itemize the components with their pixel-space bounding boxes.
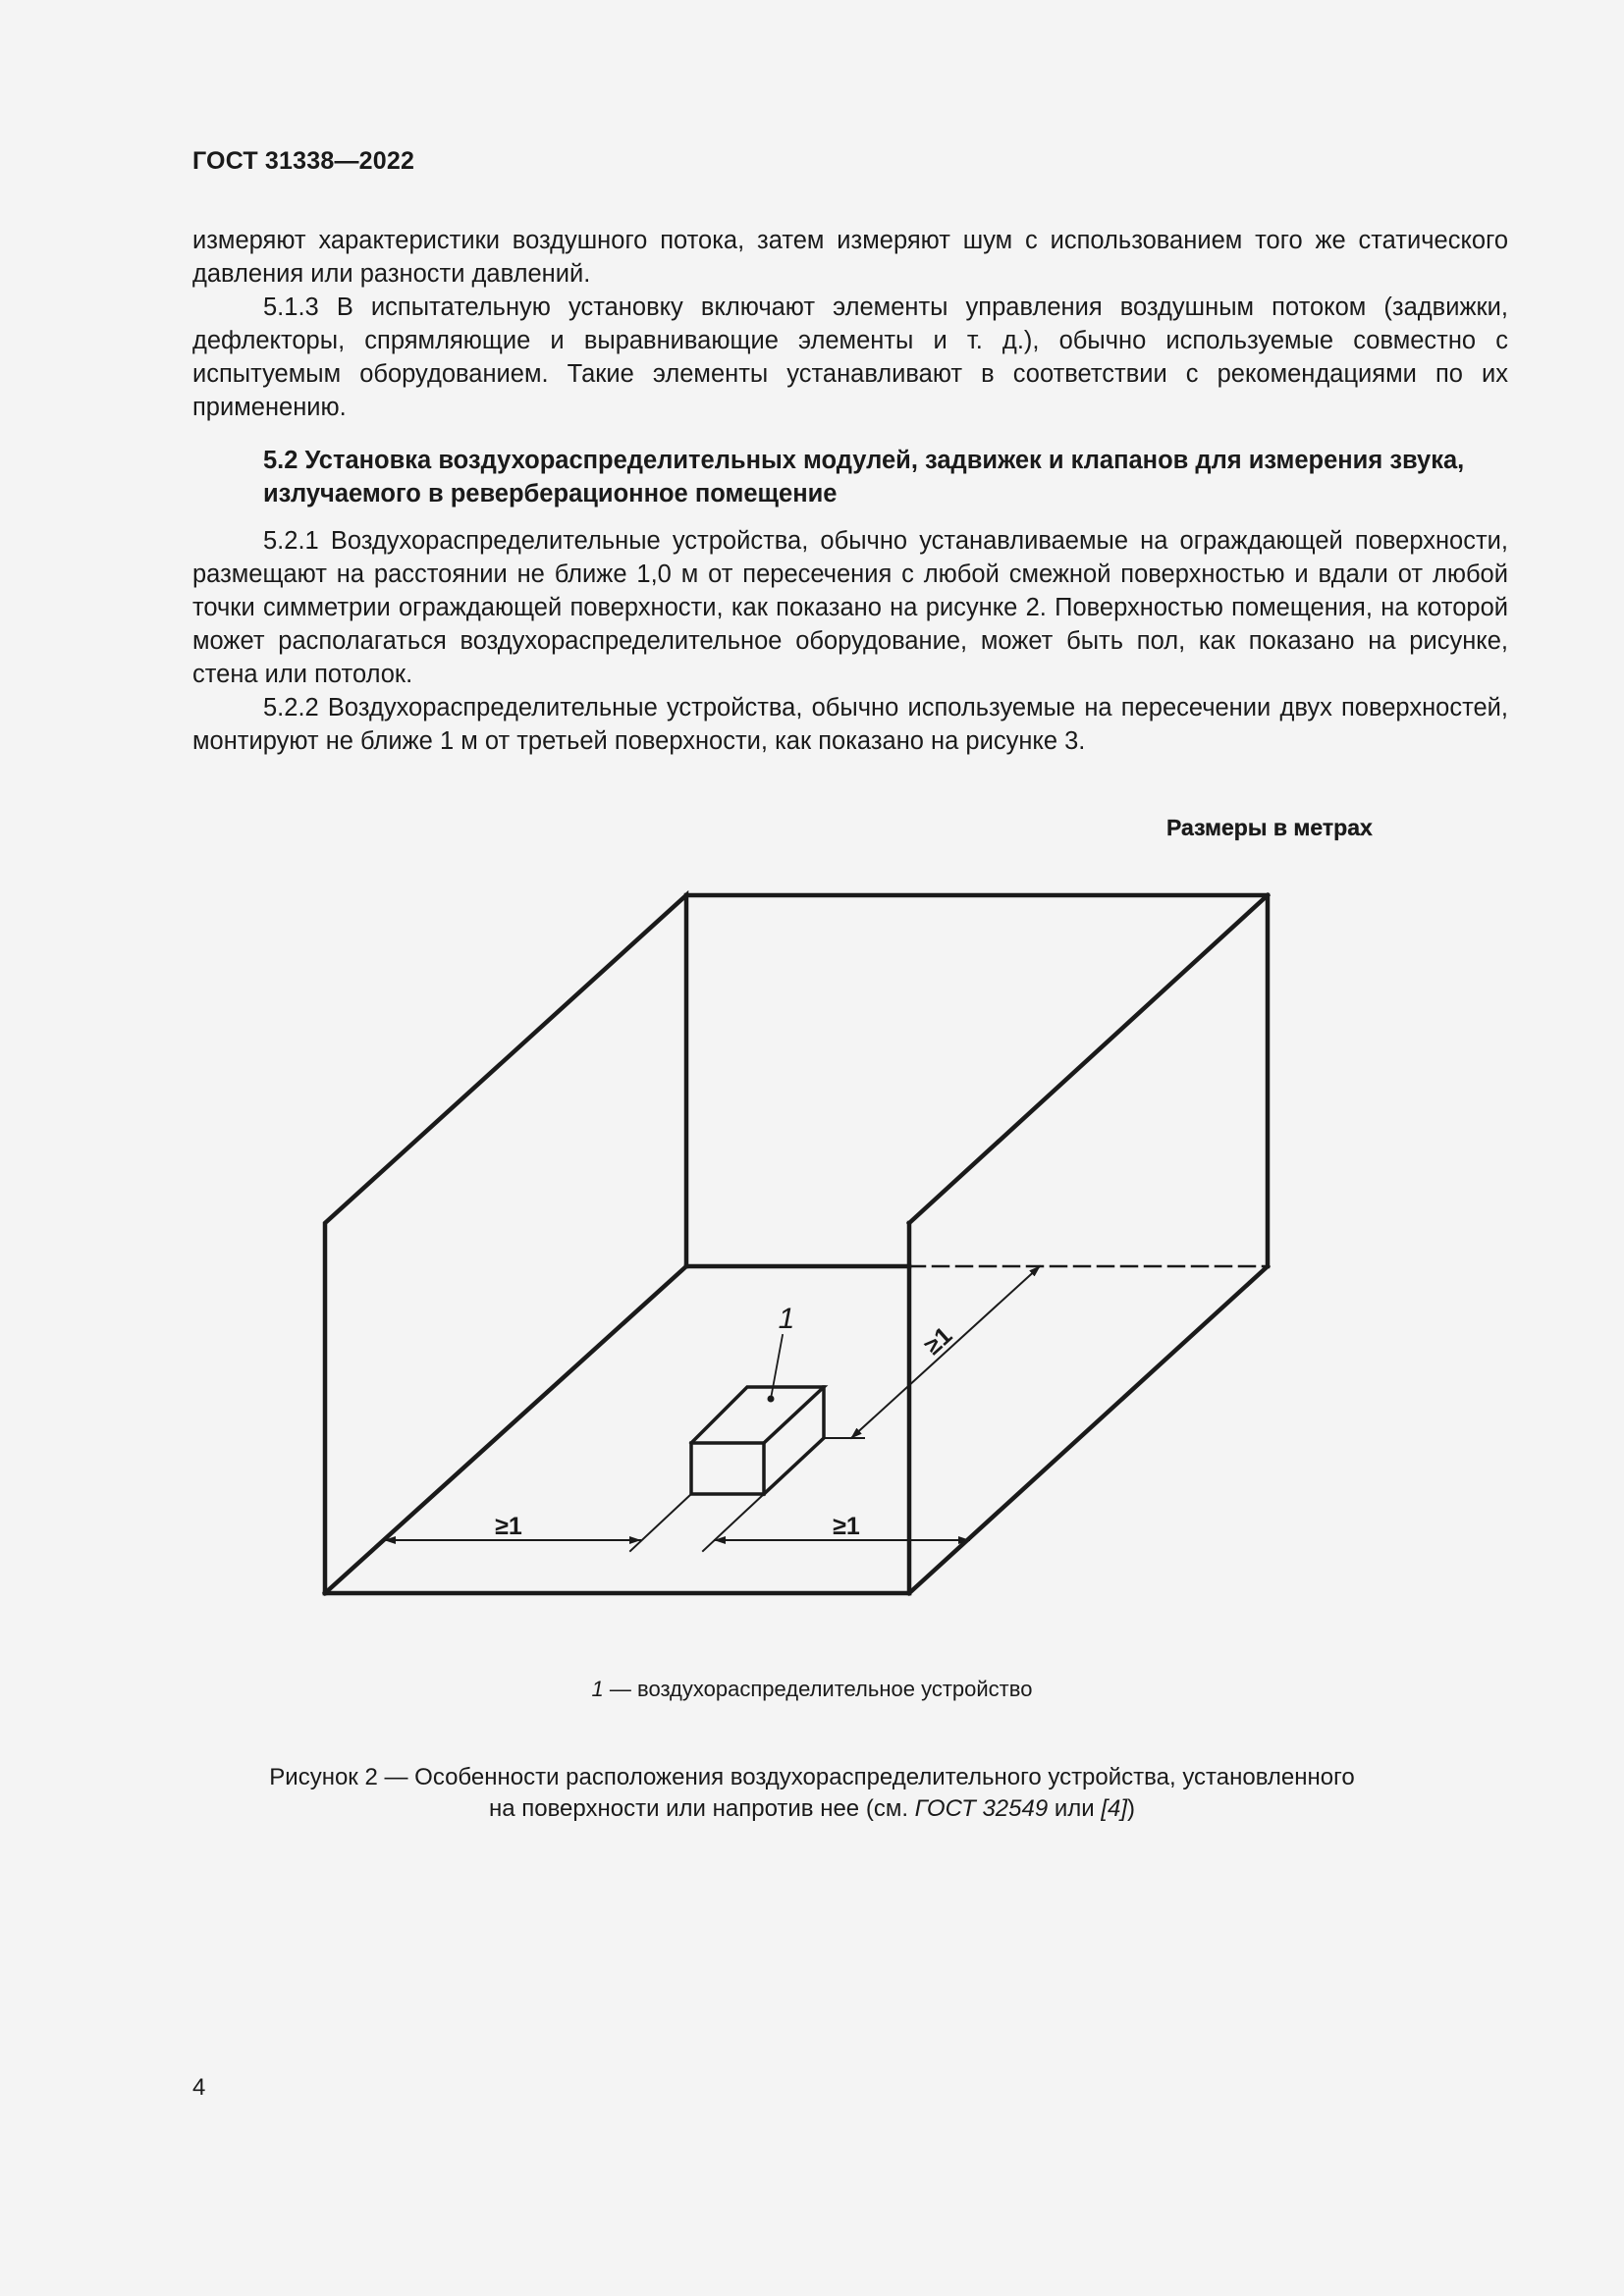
paragraph-5-1-3: 5.1.3 В испытательную установку включают элементы управления воздушным потоком (задвижки, дефлекторы, спрямляющие и выравнивающие элементы и т. д.), обычно используемые совместно с испытуемым оборудованием. Такие элементы устанавливают в соответствии с рекомендациями по их применению. — [192, 294, 1508, 421]
left-wall — [325, 895, 686, 1593]
device-leader-line — [771, 1335, 783, 1399]
page-number: 4 — [192, 2074, 206, 2101]
back-wall-top — [686, 895, 1268, 1266]
document-header: ГОСТ 31338—2022 — [192, 147, 415, 175]
legend-number: 1 — [591, 1677, 604, 1701]
dimensions-note: Размеры в метрах — [1166, 815, 1373, 840]
room-outline — [325, 895, 1268, 1593]
caption-reference-4: [4] — [1101, 1795, 1128, 1822]
floor-left-back-edge — [325, 1266, 686, 1593]
paragraph-continuation: измеряют характеристики воздушного потока, затем измеряют шум с использованием того же статического давления или разности давлений. — [192, 227, 1508, 288]
paragraph-5-2-2: 5.2.2 Воздухораспределительные устройства, обычно используемые на пересечении двух поверхностей, монтируют не ближе 1 м от третьей поверхности, как показано на рисунке 3. — [192, 694, 1508, 755]
caption-line-1: Рисунок 2 — Особенности расположения воздухораспределительного устройства, установленного — [269, 1764, 1355, 1790]
section-heading-5-2: 5.2 Установка воздухораспределительных модулей, задвижек и клапанов для измерения звука, излучаемого в реверберационное помещение — [263, 447, 1465, 507]
figure-legend — [0, 1677, 1624, 1702]
caption-line-2: на поверхности или напротив нее (см. ГОСТ 32549 или [4]) — [488, 1795, 1136, 1822]
dimension-left-label: ≥1 — [495, 1513, 522, 1540]
paragraph-5-2-1: 5.2.1 Воздухораспределительные устройства, обычно устанавливаемые на ограждающей поверхности, размещают на расстоянии не ближе 1,0 м от пересечения с любой смежной поверхностью и вдали от любой точки симметрии ограждающей поверхности, как показано на рисунке 2. Поверхностью помещения, на которой может располагаться воздухораспределительное оборудование, может быть пол, как показано на рисунке, стена или потолок. — [192, 527, 1508, 688]
device-label: 1 — [778, 1303, 795, 1335]
dimension-diagonal-label: ≥1 — [919, 1321, 958, 1361]
right-wall-top-edge — [909, 895, 1268, 1223]
floor-right-edge — [909, 1266, 1268, 1593]
device-leader-dot — [768, 1396, 775, 1403]
caption-reference-gost: ГОСТ 32549 — [914, 1795, 1049, 1822]
figure-caption — [0, 1762, 1624, 1825]
dimension-left — [385, 1494, 691, 1551]
device-box — [691, 1387, 824, 1494]
legend-text: — воздухораспределительное устройство — [603, 1677, 1033, 1701]
dimension-right-label: ≥1 — [833, 1513, 860, 1540]
